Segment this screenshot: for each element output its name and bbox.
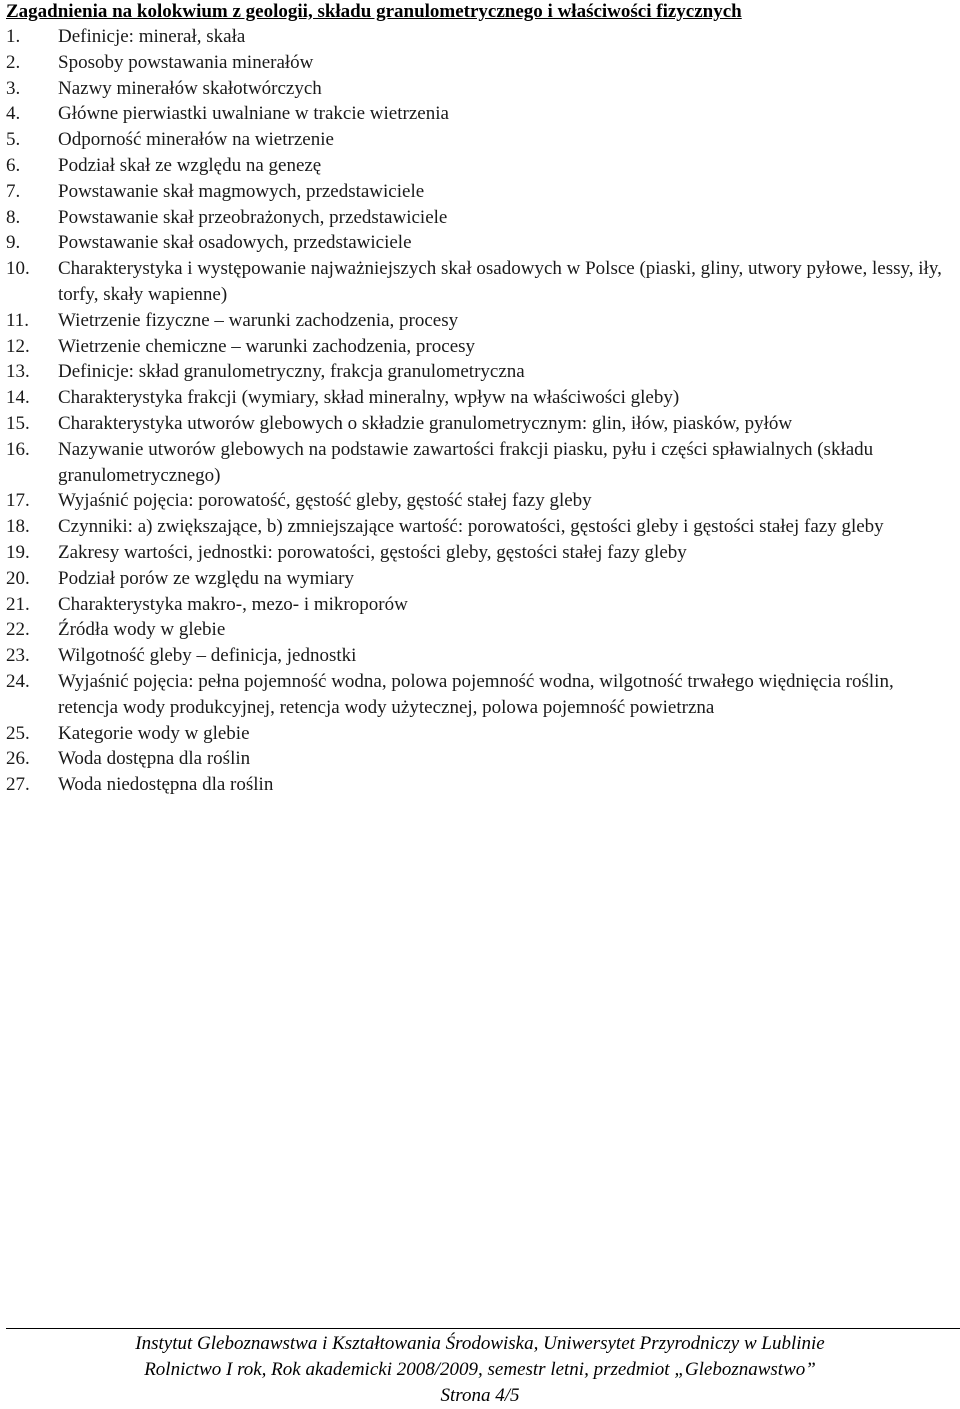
list-item-number: 27. [6, 774, 30, 796]
list-item-number: 26. [6, 748, 30, 770]
list-item-text: Wyjaśnić pojęcia: porowatość, gęstość gleby, gęstość stałej fazy gleby [58, 490, 592, 512]
document-title: Zagadnienia na kolokwium z geologii, składu granulometrycznego i właściwości fizycznych [6, 1, 742, 22]
list-item-text: Definicje: skład granulometryczny, frakcja granulometryczna [58, 361, 525, 383]
footer-page-number: Strona 4/5 [440, 1385, 520, 1406]
list-item-number: 22. [6, 619, 30, 641]
list-item [6, 540, 946, 566]
list-item [6, 592, 946, 618]
list-item [6, 50, 946, 76]
list-item-number: 21. [6, 593, 30, 615]
list-item [6, 772, 946, 798]
list-item [6, 205, 946, 231]
list-item-number: 12. [6, 335, 30, 357]
list-item [6, 101, 946, 127]
list-item-text: Powstawanie skał magmowych, przedstawiciele [58, 180, 425, 202]
list-item [6, 721, 946, 747]
list-item [6, 669, 946, 721]
list-item-number: 19. [6, 541, 30, 563]
list-item [6, 153, 946, 179]
list-item-number: 1. [6, 26, 21, 47]
list-item-number: 23. [6, 645, 30, 667]
list-item-text: Woda niedostępna dla roślin [58, 774, 274, 796]
list-item-text: Charakterystyka utworów glebowych o składzie granulometrycznym: glin, iłów, piasków, pyłów [58, 412, 793, 434]
footer-divider [6, 1328, 960, 1329]
list-item-text: Źródła wody w glebie [58, 619, 226, 641]
footer-course: Rolnictwo I rok, Rok akademicki 2008/2009, semestr letni, przedmiot „Gleboznawstwo” [144, 1359, 816, 1380]
list-item-number: 7. [6, 180, 21, 202]
list-item [6, 566, 946, 592]
list-item [6, 179, 946, 205]
list-item-text: Wilgotność gleby – definicja, jednostki [58, 645, 357, 667]
list-item-text: Nazywanie utworów glebowych na podstawie zawartości frakcji piasku, pyłu i części spławialnych (składu granulometrycznego) [58, 438, 874, 486]
list-item [6, 256, 946, 308]
list-item [6, 385, 946, 411]
list-item-number: 20. [6, 567, 30, 589]
list-item-text: Kategorie wody w glebie [58, 722, 250, 744]
list-item-text: Sposoby powstawania minerałów [58, 51, 314, 73]
list-item [6, 334, 946, 360]
footer-institution: Instytut Gleboznawstwa i Kształtowania Środowiska, Uniwersytet Przyrodniczy w Lublinie [135, 1333, 825, 1354]
list-item-text: Definicje: minerał, skała [58, 26, 246, 47]
list-item [6, 514, 946, 540]
list-item-text: Charakterystyka i występowanie najważniejszych skał osadowych w Polsce (piaski, gliny, utwory pyłowe, lessy, iły, torfy, skały wapienne) [58, 258, 942, 305]
list-item [6, 24, 946, 50]
list-item-text: Charakterystyka frakcji (wymiary, skład mineralny, wpływ na właściwości gleby) [58, 387, 680, 409]
list-item-text: Charakterystyka makro-, mezo- i mikroporów [58, 593, 408, 615]
list-item-number: 14. [6, 387, 30, 409]
list-item-text: Powstawanie skał przeobrażonych, przedstawiciele [58, 206, 448, 228]
list-item-number: 4. [6, 103, 21, 125]
list-item-text: Podział porów ze względu na wymiary [58, 567, 354, 589]
list-item-number: 25. [6, 722, 30, 744]
list-item [6, 359, 946, 385]
list-item-number: 8. [6, 206, 21, 228]
list-item-text: Wietrzenie chemiczne – warunki zachodzenia, procesy [58, 335, 476, 357]
list-item [6, 437, 946, 489]
list-item [6, 230, 946, 256]
list-item-number: 17. [6, 490, 30, 512]
topic-list [6, 24, 946, 798]
list-item-number: 2. [6, 51, 21, 73]
list-item-number: 6. [6, 154, 21, 176]
list-item [6, 127, 946, 153]
list-item [6, 746, 946, 772]
list-item-text: Czynniki: a) zwiększające, b) zmniejszające wartość: porowatości, gęstości gleby i gęstości stałej fazy gleby [58, 516, 884, 538]
list-item-number: 24. [6, 670, 30, 692]
list-item [6, 76, 946, 102]
list-item-text: Wyjaśnić pojęcia: pełna pojemność wodna, polowa pojemność wodna, wilgotność trwałego więdnięcia roślin, retencja wody produkcyjnej, retencja wody użytecznej, polowa pojemność powietrzna [58, 670, 894, 718]
list-item-number: 15. [6, 412, 30, 434]
list-item [6, 308, 946, 334]
list-item-text: Wietrzenie fizyczne – warunki zachodzenia, procesy [58, 309, 459, 331]
list-item-text: Odporność minerałów na wietrzenie [58, 129, 334, 151]
list-item-number: 3. [6, 77, 21, 99]
list-item-number: 11. [6, 309, 30, 331]
list-item-text: Woda dostępna dla roślin [58, 748, 251, 770]
list-item-text: Zakresy wartości, jednostki: porowatości, gęstości gleby, gęstości stałej fazy gleby [58, 541, 687, 563]
list-item-number: 10. [6, 258, 30, 280]
list-item-number: 16. [6, 438, 30, 460]
list-item [6, 643, 946, 669]
list-item-number: 18. [6, 516, 30, 538]
page-footer [0, 1331, 960, 1409]
list-item [6, 488, 946, 514]
list-item-text: Główne pierwiastki uwalniane w trakcie wietrzenia [58, 103, 449, 125]
list-item-text: Podział skał ze względu na genezę [58, 154, 322, 176]
list-item-text: Nazwy minerałów skałotwórczych [58, 77, 322, 99]
list-item [6, 411, 946, 437]
list-item-number: 9. [6, 232, 21, 254]
list-item [6, 617, 946, 643]
list-item-number: 13. [6, 361, 30, 383]
list-item-number: 5. [6, 129, 21, 151]
list-item-text: Powstawanie skał osadowych, przedstawiciele [58, 232, 412, 254]
